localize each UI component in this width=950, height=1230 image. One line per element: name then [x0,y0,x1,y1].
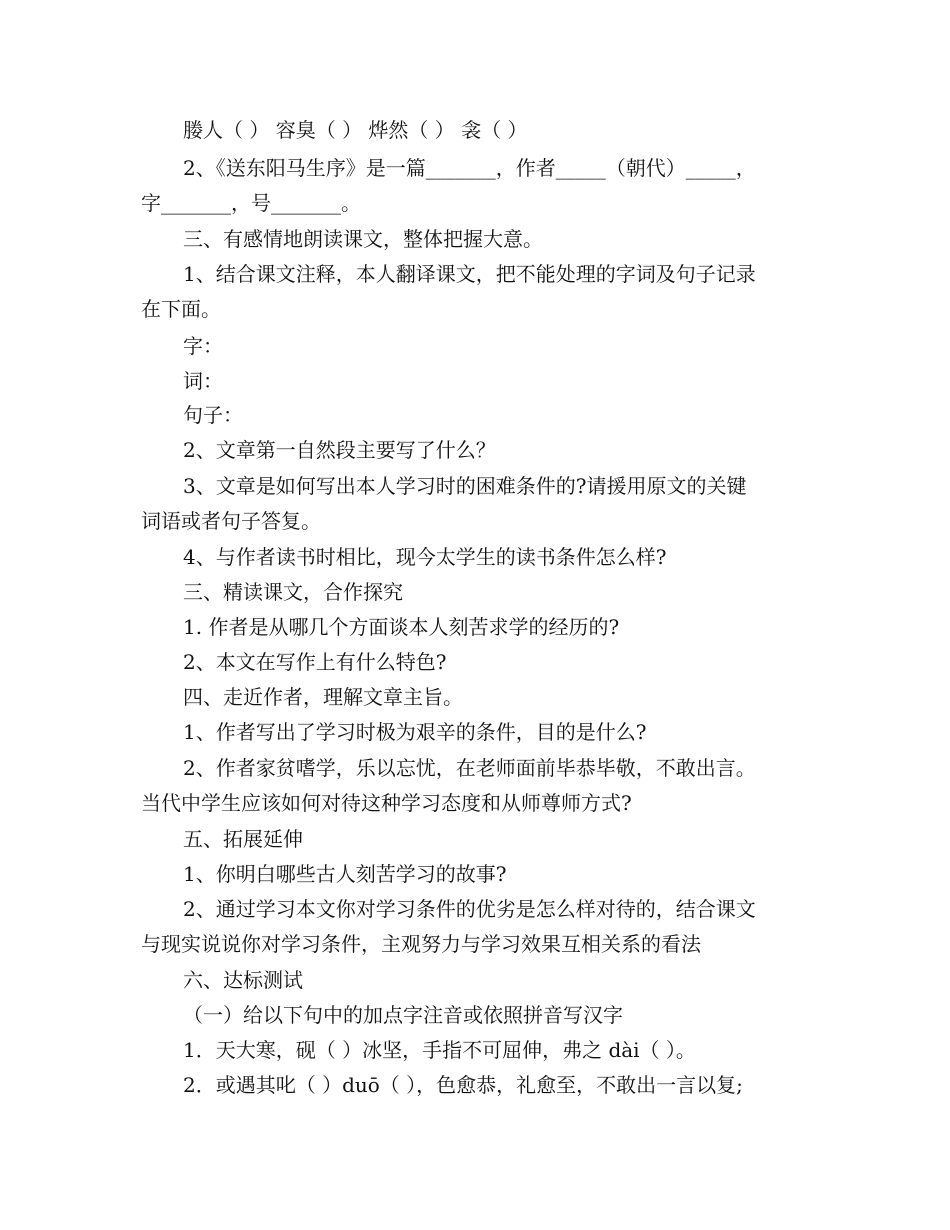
question-item: 1. 作者是从哪几个方面谈本人刻苦求学的经历的? [183,615,620,639]
question-item: 2、通过学习本文你对学习条件的优劣是怎么样对待的，结合课文 [183,897,756,921]
question-item: 1、结合课文注释，本人翻译课文，把不能处理的字词及句子记录 [183,262,756,286]
question-continuation: 在下面。 [141,297,221,321]
question-continuation: 词语或者句子答复。 [141,509,321,533]
fill-blank-continuation: 字_______，号_______。 [141,191,361,215]
question-item: 4、与作者读书时相比，现今太学生的读书条件怎么样? [183,545,667,569]
question-item: 1、作者写出了学习时极为艰辛的条件，目的是什么? [183,720,647,744]
question-item: 2、作者家贫嗜学，乐以忘忧，在老师面前毕恭毕敬，不敢出言。 [183,756,756,780]
section-heading: 三、有感情地朗读课文，整体把握大意。 [183,227,543,251]
question-item: 1、你明白哪些古人刻苦学习的故事? [183,862,507,886]
answer-label: 词： [183,369,223,393]
section-heading: 四、走近作者，理解文章主旨。 [183,685,463,709]
answer-label: 句子： [183,403,243,427]
question-continuation: 当代中学生应该如何对待这种学习态度和从师尊师方式? [141,791,632,815]
answer-label: 字： [183,334,223,358]
vocab-line: 媵人（ ） 容臭（ ） 烨然（ ） 衾（ ） [183,118,528,142]
question-continuation: 与现实说说你对学习条件，主观努力与学习效果互相关系的看法 [141,932,701,956]
test-item: 2．或遇其叱（ ）duō（ ），色愈恭，礼愈至，不敢出一言以复; [183,1073,743,1097]
question-item: 3、文章是如何写出本人学习时的困难条件的?请援用原文的关键 [183,474,747,498]
section-heading: 五、拓展延伸 [183,827,303,851]
fill-blank-question: 2、《送东阳马生序》是一篇_______，作者_____（朝代）_____， [183,156,756,180]
question-item: 2、本文在写作上有什么特色? [183,650,447,674]
test-item: 1．天大寒，砚（ ）冰坚，手指不可屈伸，弗之 dài（ ）。 [183,1038,696,1062]
section-heading: 三、精读课文，合作探究 [183,580,403,604]
subsection-heading: （一）给以下句中的加点字注音或依照拼音写汉字 [183,1003,623,1027]
question-item: 2、文章第一自然段主要写了什么？ [183,438,496,462]
section-heading: 六、达标测试 [183,968,303,992]
